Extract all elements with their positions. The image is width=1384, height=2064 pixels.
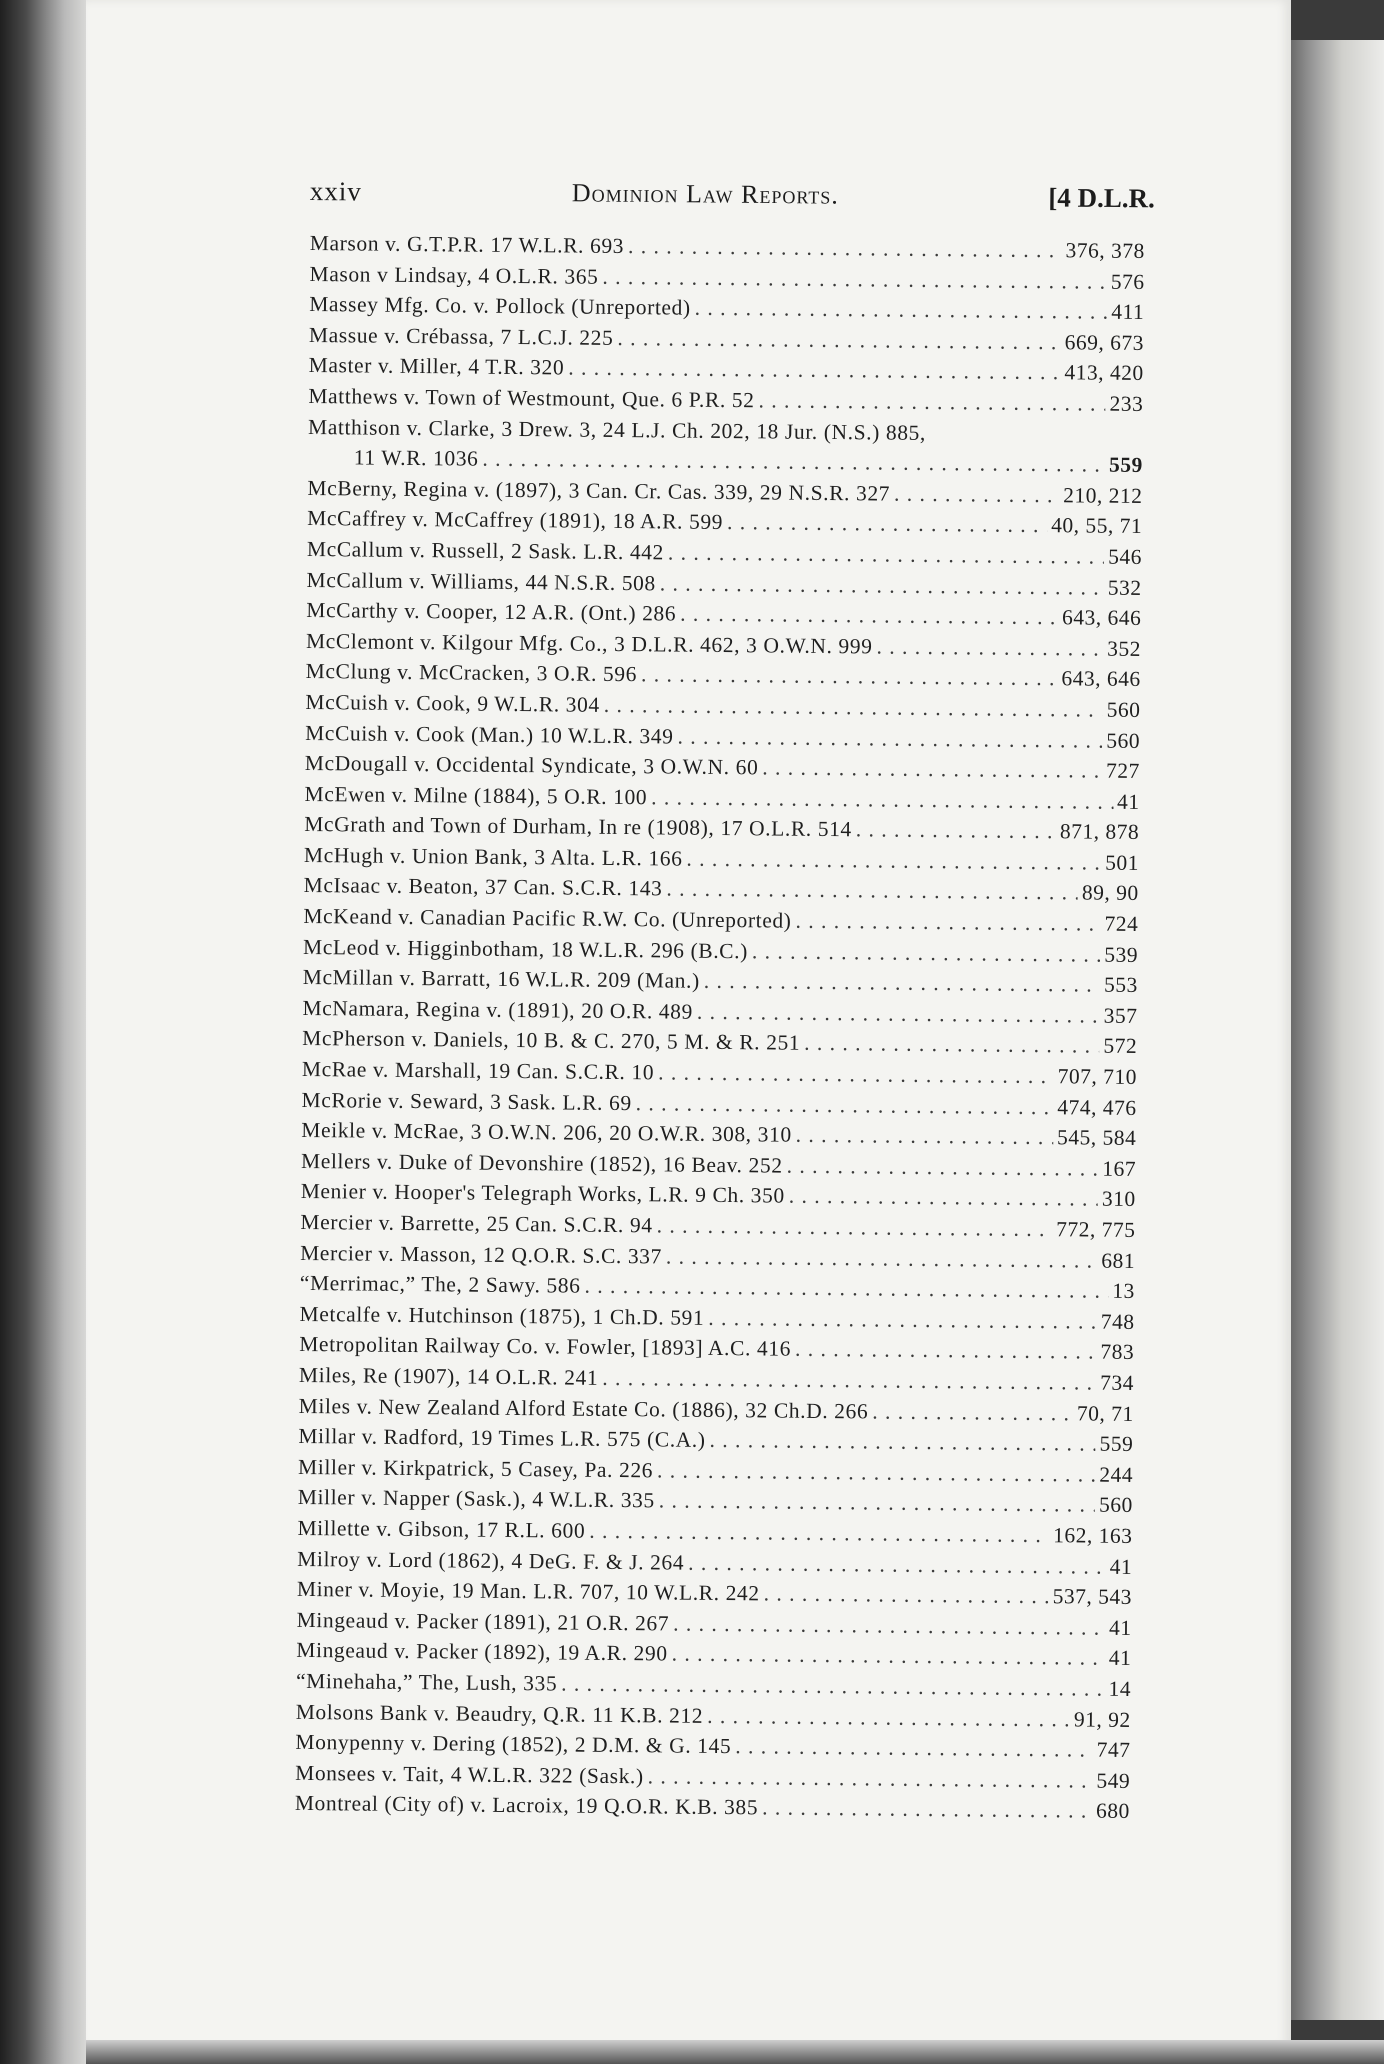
dot-leader (758, 385, 1105, 419)
dot-leader (894, 478, 1059, 510)
page-reference: 537, 543 (1052, 1584, 1133, 1610)
case-citation: “Minehaha,” The, Lush, 335 (295, 1668, 558, 1696)
case-citation: Menier v. Hooper's Telegraph Works, L.R. 9 Ch. 350 (300, 1179, 785, 1209)
case-citation: McHugh v. Union Bank, 3 Alta. L.R. 166 (303, 842, 683, 871)
case-citation: Mercier v. Masson, 12 Q.O.R. S.C. 337 (300, 1240, 663, 1269)
dot-leader (584, 1271, 1108, 1307)
dot-leader (677, 721, 1102, 756)
page-reference: 643, 646 (1061, 666, 1141, 692)
dot-leader (707, 1700, 1070, 1734)
dot-leader (795, 1334, 1097, 1367)
case-citation: Mingeaud v. Packer (1891), 21 O.R. 267 (296, 1607, 670, 1636)
bottom-shadow (86, 2040, 1384, 2064)
page-reference: 162, 163 (1053, 1523, 1133, 1548)
dot-leader (656, 1210, 1052, 1244)
page-reference: 41 (1108, 1646, 1132, 1671)
page-reference: 539 (1104, 942, 1139, 967)
case-citation: “Merrimac,” The, 2 Sawy. 586 (299, 1271, 581, 1298)
dot-leader (660, 568, 1104, 603)
dot-leader (752, 936, 1101, 970)
page-reference: 501 (1105, 850, 1140, 875)
case-citation: Mason v Lindsay, 4 O.L.R. 365 (309, 261, 599, 289)
page-reference: 532 (1107, 575, 1142, 600)
volume-label: [4 D.L.R. (1048, 182, 1155, 214)
case-citation: Marson v. G.T.P.R. 17 W.L.R. 693 (309, 230, 625, 259)
case-citation: McCuish v. Cook (Man.) 10 W.L.R. 349 (305, 720, 674, 749)
case-citation: McRae v. Marshall, 19 Can. S.C.R. 10 (301, 1056, 655, 1085)
dot-leader (789, 1181, 1098, 1215)
page-edge (1291, 40, 1384, 2020)
page-reference: 560 (1106, 697, 1141, 722)
dot-leader (697, 997, 1100, 1031)
case-citation: McPherson v. Daniels, 10 B. & C. 270, 5 M. & R. 251 (302, 1026, 801, 1056)
page-reference: 559 (1108, 452, 1143, 478)
page-reference: 772, 775 (1056, 1217, 1136, 1242)
case-citation-continued: 11 W.R. 1036 (353, 445, 479, 471)
dot-leader (666, 874, 1078, 909)
case-citation: Meikle v. McRae, 3 O.W.N. 206, 20 O.W.R. 308, 310 (301, 1118, 792, 1147)
dot-leader (876, 631, 1103, 664)
dot-leader (796, 1120, 1054, 1153)
page-reference: 376, 378 (1065, 238, 1145, 264)
dot-leader (604, 690, 1103, 725)
page-reference: 413, 420 (1064, 360, 1144, 386)
dot-leader (636, 1088, 1054, 1123)
case-citation: Monsees v. Tait, 4 W.L.R. 322 (Sask.) (295, 1760, 644, 1788)
dot-leader (795, 906, 1100, 940)
page-reference: 680 (1095, 1798, 1130, 1824)
case-citation: Millar v. Radford, 19 Times L.R. 575 (C.A.) (298, 1424, 706, 1453)
page-reference: 210, 212 (1063, 482, 1143, 508)
dot-leader (673, 1608, 1105, 1643)
case-citation: McKeand v. Canadian Pacific R.W. Co. (Unreported) (303, 904, 792, 933)
page-reference: 41 (1108, 1615, 1132, 1640)
page-reference: 411 (1111, 299, 1145, 325)
dot-leader (648, 1761, 1093, 1796)
case-citation: Metcalfe v. Hutchinson (1875), 1 Ch.D. 591 (299, 1301, 705, 1330)
case-citation: Miles v. New Zealand Alford Estate Co. (1886), 32 Ch.D. 266 (298, 1393, 869, 1423)
dot-leader (735, 1731, 1093, 1765)
case-citation: McCallum v. Russell, 2 Sask. L.R. 442 (306, 536, 665, 565)
page-reference: 352 (1107, 636, 1142, 661)
case-citation: McIsaac v. Beaton, 37 Can. S.C.R. 143 (303, 873, 663, 901)
running-header (310, 176, 1155, 223)
case-citation: Millette v. Gibson, 17 R.L. 600 (297, 1515, 586, 1543)
case-citation: Miner v. Moyie, 19 Man. L.R. 707, 10 W.L.R. 242 (296, 1577, 760, 1606)
case-citation: McClung v. McCracken, 3 O.R. 596 (305, 659, 638, 687)
page-reference: 643, 646 (1061, 605, 1142, 631)
case-citation: McGrath and Town of Durham, In re (1908), 17 O.L.R. 514 (304, 812, 852, 842)
case-citation: McCallum v. Williams, 44 N.S.R. 508 (306, 567, 656, 595)
case-citation: Miller v. Napper (Sask.), 4 W.L.R. 335 (297, 1485, 655, 1513)
dot-leader (651, 782, 1113, 817)
dot-leader (602, 261, 1107, 296)
page-reference: 91, 92 (1073, 1706, 1131, 1732)
dot-leader (672, 1639, 1105, 1674)
page-reference: 70, 71 (1076, 1400, 1134, 1426)
dot-leader (568, 353, 1060, 388)
page-reference: 233 (1109, 391, 1144, 416)
page-reference: 783 (1100, 1340, 1135, 1365)
dot-leader (704, 966, 1100, 1000)
dot-leader (686, 844, 1101, 879)
dot-leader (856, 815, 1056, 848)
case-citation: Matthison v. Clarke, 3 Drew. 3, 24 L.J. Ch. 202, 18 Jur. (N.S.) 885, (307, 414, 927, 445)
case-citation: Master v. Miller, 4 T.R. 320 (308, 353, 565, 380)
page-reference: 669, 673 (1064, 330, 1145, 355)
page-reference: 560 (1106, 728, 1141, 753)
case-citation: Mercier v. Barrette, 25 Can. S.C.R. 94 (300, 1209, 653, 1238)
dot-leader (657, 1455, 1096, 1490)
dot-leader (658, 1057, 1054, 1091)
dot-leader (762, 1793, 1092, 1827)
case-citation: McBerny, Regina v. (1897), 3 Can. Cr. Cas. 339, 29 N.S.R. 327 (307, 475, 891, 506)
page-reference: 734 (1100, 1370, 1135, 1395)
page-reference: 560 (1098, 1492, 1133, 1518)
case-citation: Milroy v. Lord (1862), 4 DeG. F. & J. 264 (297, 1546, 685, 1575)
dot-leader (695, 293, 1108, 328)
dot-leader (680, 599, 1058, 633)
page-reference: 13 (1112, 1278, 1135, 1304)
case-citation: McNamara, Regina v. (1891), 20 O.R. 489 (302, 995, 694, 1024)
page-reference: 14 (1108, 1676, 1132, 1701)
page-reference: 40, 55, 71 (1051, 513, 1143, 539)
page-reference: 244 (1099, 1462, 1134, 1487)
case-citation: Mingeaud v. Packer (1892), 19 A.R. 290 (296, 1638, 668, 1666)
case-citation: McLeod v. Higginbotham, 18 W.L.R. 296 (B.C.) (302, 934, 749, 963)
dot-leader (786, 1150, 1098, 1184)
page-title: Dominion Law Reports. (571, 178, 839, 210)
case-index-list (295, 228, 1145, 1827)
page-reference: 89, 90 (1081, 880, 1139, 906)
case-citation: McCuish v. Cook, 9 W.L.R. 304 (305, 689, 600, 717)
page-reference: 576 (1110, 269, 1145, 294)
dot-leader (666, 1241, 1098, 1276)
page-reference: 707, 710 (1057, 1064, 1138, 1090)
case-citation: Metropolitan Railway Co. v. Fowler, [1893] A.C. 416 (299, 1332, 792, 1362)
page-number: xxiv (309, 176, 363, 207)
dot-leader (641, 660, 1058, 695)
page-reference: 546 (1108, 544, 1142, 569)
page-reference: 747 (1096, 1737, 1131, 1763)
page-reference: 727 (1105, 758, 1140, 784)
page-reference: 748 (1100, 1309, 1135, 1334)
dot-leader (688, 1547, 1106, 1582)
page-reference: 553 (1103, 972, 1138, 998)
book-binding (0, 0, 86, 2064)
page-reference: 871, 878 (1059, 819, 1140, 845)
dot-leader (659, 1486, 1096, 1521)
case-citation: McEwen v. Milne (1884), 5 O.R. 100 (304, 781, 648, 809)
case-citation: Matthews v. Town of Westmount, Que. 6 P.R. 52 (308, 383, 755, 413)
case-citation: McDougall v. Occidental Syndicate, 3 O.W.N. 60 (304, 751, 759, 780)
page-reference: 572 (1103, 1034, 1138, 1059)
dot-leader (872, 1396, 1073, 1429)
dot-leader (762, 752, 1102, 786)
case-citation: Miles, Re (1907), 14 O.L.R. 241 (298, 1362, 599, 1390)
case-citation: Monypenny v. Dering (1852), 2 D.M. & G. 145 (295, 1730, 732, 1759)
page-reference: 559 (1099, 1431, 1134, 1457)
dot-leader (764, 1579, 1049, 1612)
dot-leader (602, 1363, 1096, 1398)
dot-leader (804, 1028, 1099, 1061)
dot-leader (628, 231, 1062, 266)
case-citation: Massey Mfg. Co. v. Pollock (Unreported) (309, 292, 691, 320)
case-citation: Montreal (City of) v. Lacroix, 19 Q.O.R. K.B. 385 (294, 1791, 759, 1820)
case-citation: Massue v. Crébassa, 7 L.C.J. 225 (308, 322, 614, 350)
page-reference: 167 (1102, 1156, 1137, 1181)
case-citation: Miller v. Kirkpatrick, 5 Casey, Pa. 226 (297, 1454, 654, 1483)
page-reference: 724 (1104, 911, 1139, 937)
page-reference: 549 (1096, 1768, 1131, 1793)
dot-leader (727, 507, 1047, 541)
page-reference: 474, 476 (1057, 1094, 1137, 1120)
dot-leader (589, 1516, 1049, 1551)
page-reference: 681 (1101, 1248, 1136, 1273)
dot-leader (617, 323, 1061, 358)
case-citation: McMillan v. Barratt, 16 W.L.R. 209 (Man.) (302, 965, 700, 994)
page-reference: 545, 584 (1056, 1125, 1137, 1151)
page-reference: 41 (1109, 1554, 1133, 1579)
case-citation: McCarthy v. Cooper, 12 A.R. (Ont.) 286 (306, 598, 677, 626)
case-citation: McClemont v. Kilgour Mfg. Co., 3 D.L.R. 462, 3 O.W.N. 999 (305, 628, 873, 659)
dot-leader (668, 537, 1104, 572)
page-reference: 357 (1103, 1003, 1138, 1028)
case-citation: Mellers v. Duke of Devonshire (1852), 16 Beav. 252 (300, 1148, 783, 1178)
case-citation: Molsons Bank v. Beaudry, Q.R. 11 K.B. 212 (295, 1699, 704, 1728)
case-citation: McRorie v. Seward, 3 Sask. L.R. 69 (301, 1087, 632, 1115)
dot-leader (709, 1425, 1095, 1459)
page-reference: 310 (1101, 1187, 1136, 1212)
case-citation: McCaffrey v. McCaffrey (1891), 18 A.R. 599 (307, 506, 724, 535)
dot-leader (708, 1303, 1097, 1337)
page-reference: 41 (1116, 789, 1140, 814)
